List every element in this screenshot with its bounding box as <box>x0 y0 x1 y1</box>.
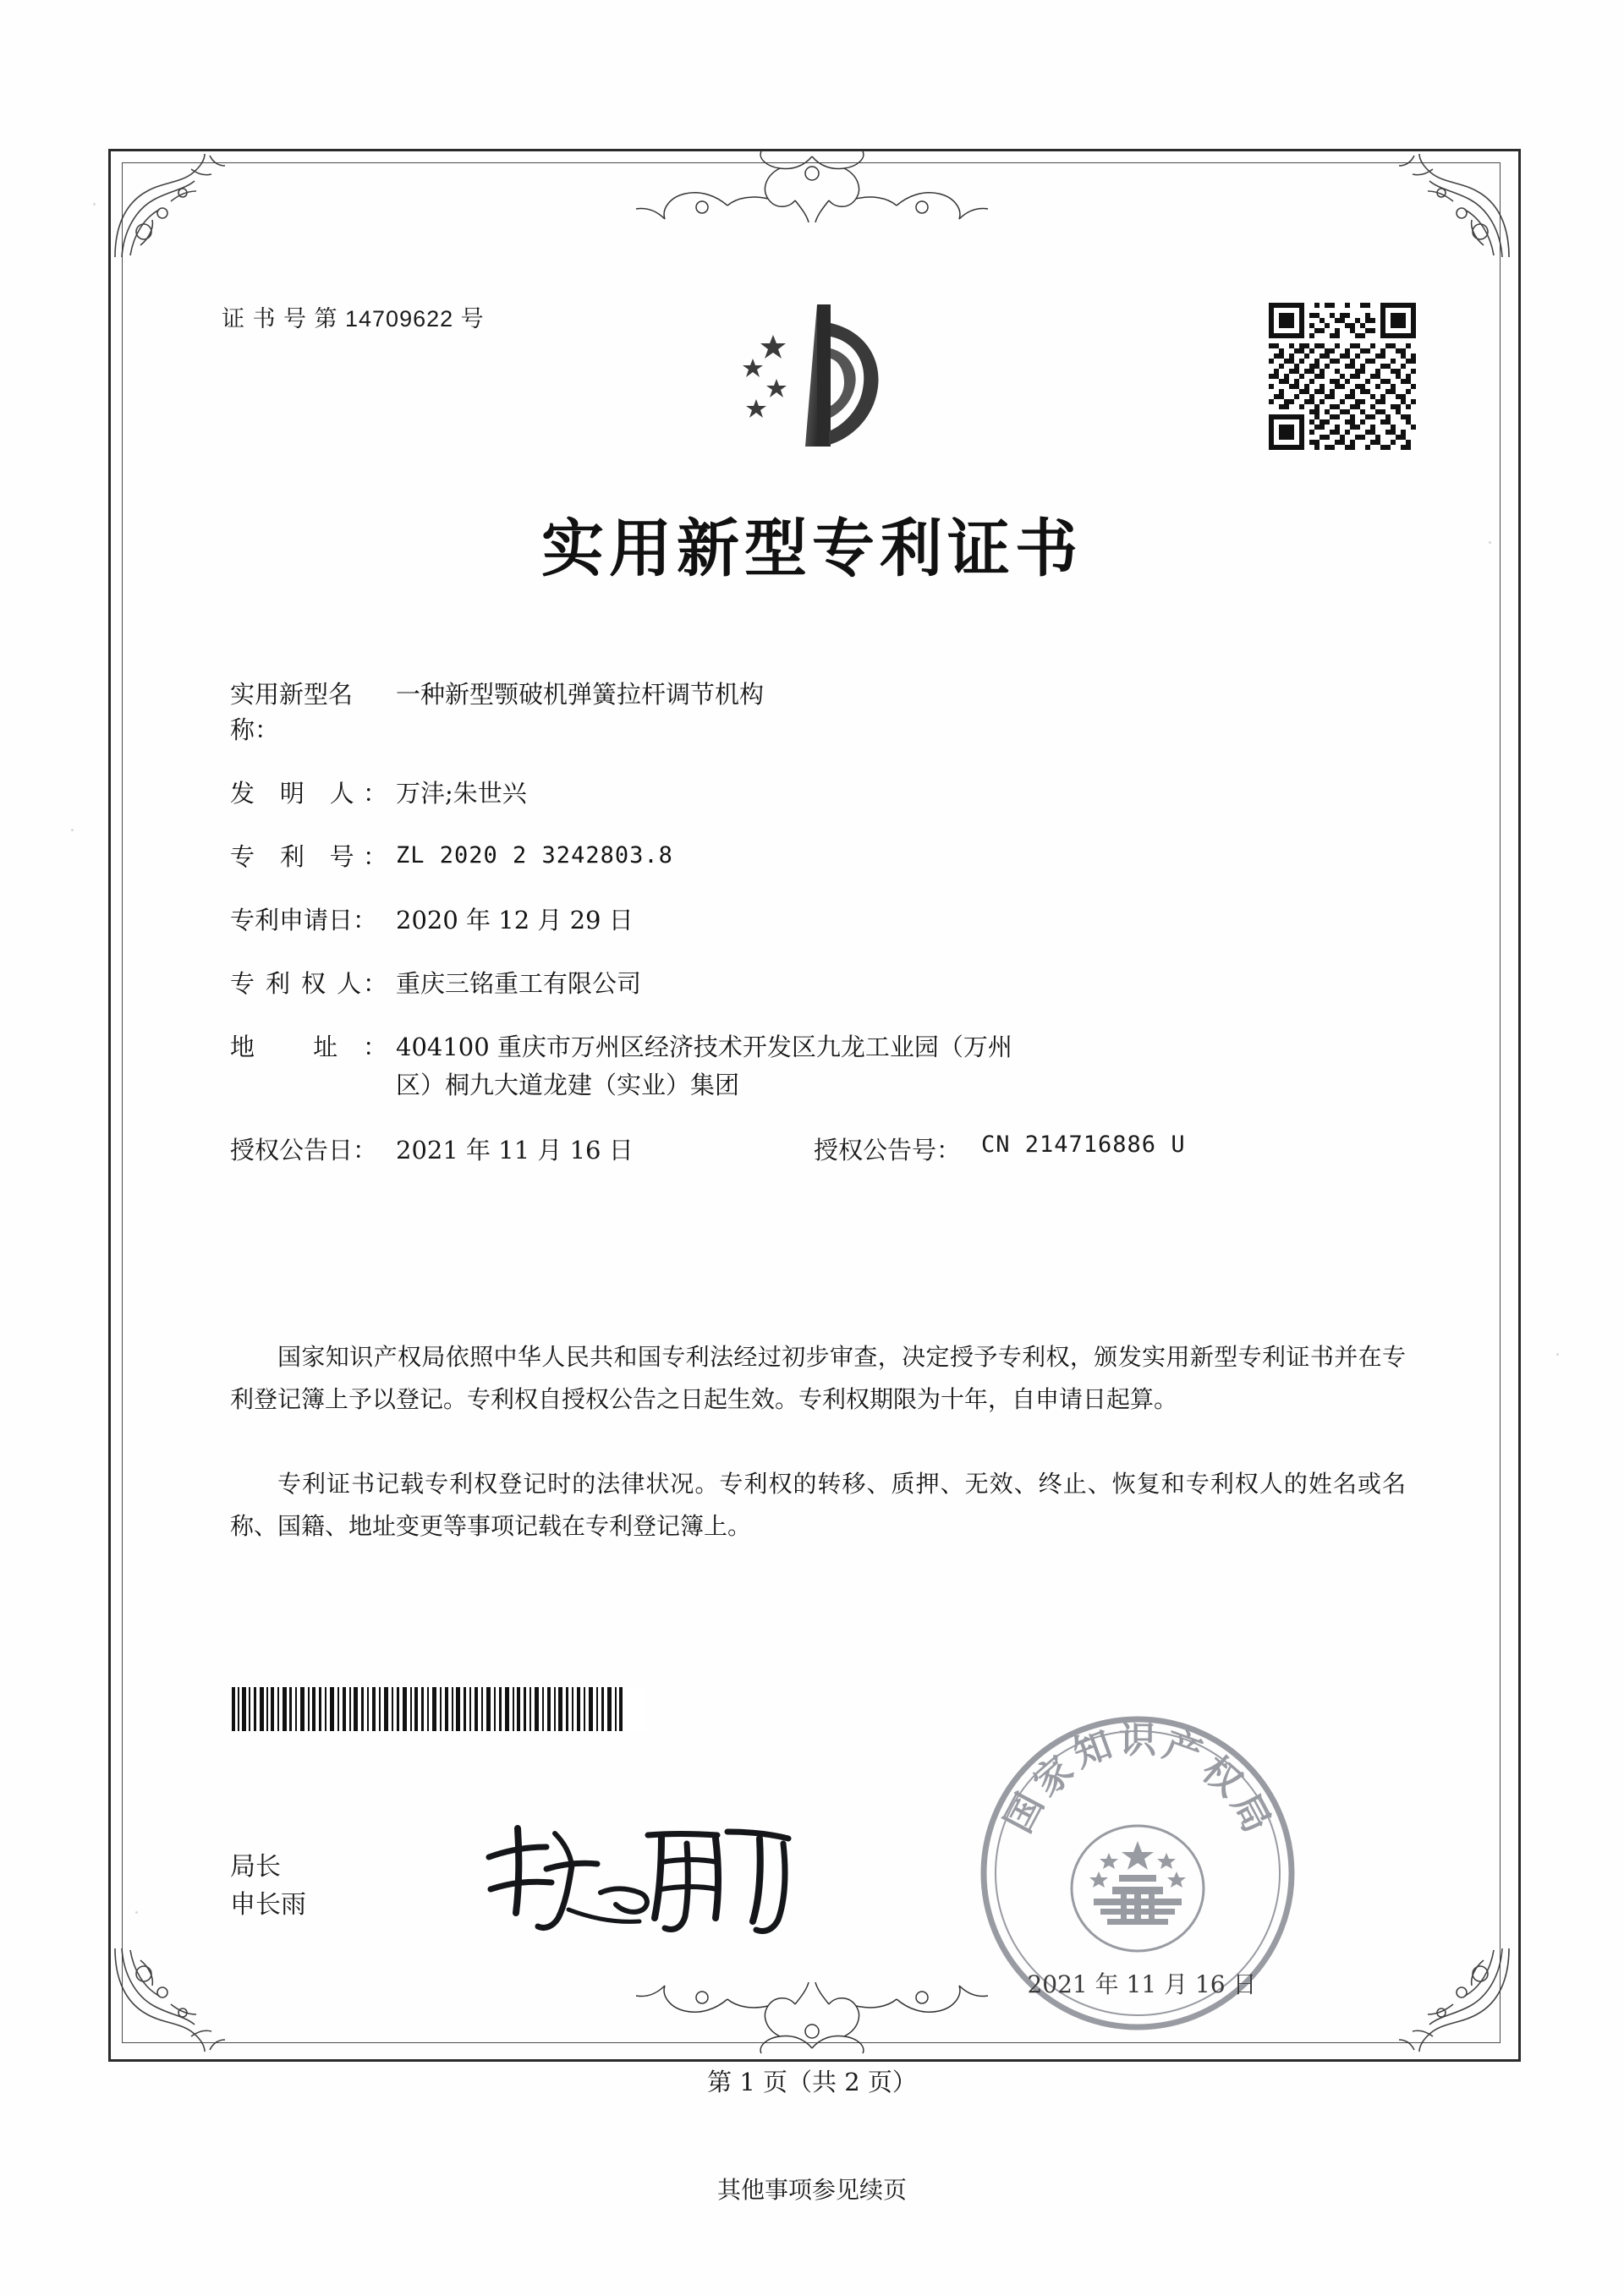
svg-text:知: 知 <box>1067 1723 1118 1777</box>
field-application-date <box>230 902 1414 938</box>
barcode-icon <box>230 1687 645 1731</box>
grant-date-label: 授权公告日： <box>230 1136 378 1165</box>
field-value: 2020 年 12 月 29 日 <box>396 906 634 935</box>
svg-text:国: 国 <box>996 1786 1053 1840</box>
field-list <box>230 677 1414 1192</box>
page-number: 第 1 页（共 2 页） <box>707 2068 917 2096</box>
certificate-number: 证 书 号 第 14709622 号 <box>222 306 485 332</box>
field-label: 实用新型名称： <box>230 680 354 745</box>
field-value: 万沣;朱世兴 <box>396 779 527 808</box>
legal-paragraph-1: 国家知识产权局依照中华人民共和国专利法经过初步审查，决定授予专利权，颁发实用新型专利证书并在专利登记簿上予以登记。专利权自授权公告之日起生效。专利权期限为十年，自申请日起算。 <box>230 1343 1406 1413</box>
corner-ornament-icon <box>110 1945 237 2055</box>
field-label: 专 利 号： <box>230 842 387 872</box>
top-ornament-icon <box>558 148 1066 226</box>
cnipa-emblem-icon <box>710 298 914 458</box>
qr-code-icon <box>1269 303 1416 450</box>
svg-text:权: 权 <box>1193 1747 1250 1806</box>
field-address <box>230 1029 1414 1104</box>
field-patentee <box>230 966 1414 1001</box>
paper-speckle <box>1489 541 1491 544</box>
field-label: 专 利 权 人： <box>230 969 387 999</box>
field-value: ZL 2020 2 3242803.8 <box>396 842 673 869</box>
handwritten-signature-icon <box>474 1810 812 1937</box>
field-value-line2: 区）桐九大道龙建（实业）集团 <box>396 1072 740 1100</box>
footer-note: 其他事项参见续页 <box>716 2176 907 2204</box>
field-inventor <box>230 775 1414 811</box>
paper-speckle <box>71 829 74 831</box>
paper-speckle <box>135 1911 138 1914</box>
grant-date-value: 2021 年 11 月 16 日 <box>396 1136 634 1165</box>
field-value: 404100 重庆市万州区经济技术开发区九龙工业园（万州 <box>396 1033 1012 1062</box>
grant-number-value: CN 214716886 U <box>981 1132 1186 1159</box>
seal-date: 2021 年 11 月 16 日 <box>1027 1970 1257 1998</box>
field-grant-row <box>230 1132 1414 1166</box>
legal-paragraph-2: 专利证书记载专利权登记时的法律状况。专利权的转移、质押、无效、终止、恢复和专利权人的姓名或名称、国籍、地址变更等事项记载在专利登记簿上。 <box>230 1470 1406 1540</box>
corner-ornament-icon <box>1387 151 1514 260</box>
director-title: 局长 <box>230 1852 281 1882</box>
svg-text:识: 识 <box>1119 1718 1156 1762</box>
field-utility-model-name <box>230 677 1414 748</box>
field-label: 发 明 人： <box>230 779 387 808</box>
corner-ornament-icon <box>110 151 237 260</box>
field-label: 地 址： <box>230 1033 387 1062</box>
svg-text:产: 产 <box>1157 1723 1208 1777</box>
corner-ornament-icon <box>1387 1945 1514 2055</box>
page-title: 实用新型专利证书 <box>541 512 1083 585</box>
paper-speckle <box>93 203 96 205</box>
signature-block <box>230 1848 306 1924</box>
field-value: 一种新型颚破机弹簧拉杆调节机构 <box>396 680 765 709</box>
director-name: 申长雨 <box>230 1890 306 1920</box>
paper-speckle <box>1556 1353 1559 1356</box>
field-label: 专利申请日： <box>230 906 378 935</box>
svg-text:局: 局 <box>1222 1786 1279 1840</box>
grant-number-label: 授权公告号： <box>814 1136 962 1165</box>
field-patent-number <box>230 839 1414 874</box>
svg-text:家: 家 <box>1025 1747 1082 1806</box>
field-value: 重庆三铭重工有限公司 <box>396 969 642 999</box>
